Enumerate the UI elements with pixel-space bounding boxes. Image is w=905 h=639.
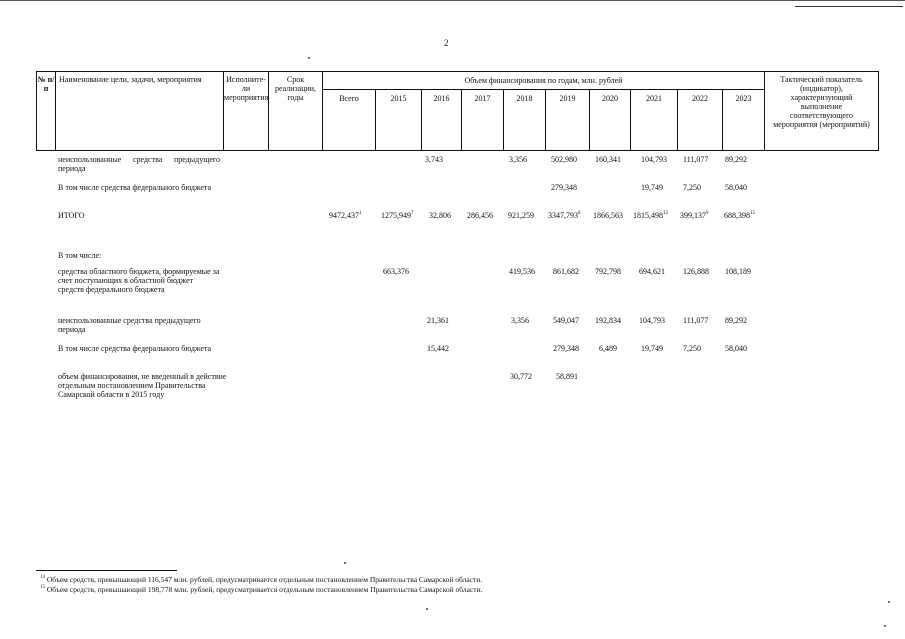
top-right-rule: [795, 6, 903, 7]
header-name: Наименование цели, задачи, мероприятия: [55, 71, 224, 151]
cell-value: 861,682: [553, 267, 579, 276]
header-year: 2016: [421, 89, 462, 151]
cell-value: 111,077: [683, 155, 709, 164]
cell-value: 663,376: [383, 267, 409, 276]
cell-value: 694,621: [639, 267, 665, 276]
header-year: 2022: [677, 89, 723, 151]
top-border-line: [0, 0, 905, 1]
cell-value: 1275,949$^7$: [381, 211, 414, 220]
cell-value: 279,348: [553, 344, 579, 353]
header-year: 2019: [545, 89, 590, 151]
scan-speck: [888, 601, 890, 603]
header-year: 2017: [461, 89, 504, 151]
cell-value: 286,456: [467, 211, 493, 220]
cell-value: 58,040: [725, 344, 747, 353]
row-label: В том числе средства федерального бюджета: [58, 344, 212, 353]
cell-value: 549,047: [553, 316, 579, 325]
table-header: [36, 71, 879, 151]
cell-value: 688,398$^{15}$: [724, 211, 755, 220]
row-label: средства областного бюджета, формируемые за счет поступающих в областной бюджет средств федерального бюджета: [58, 267, 220, 294]
cell-value: 15,442: [427, 344, 449, 353]
scan-speck: [344, 562, 346, 564]
cell-value: 279,348: [551, 183, 577, 192]
header-year: 2023: [722, 89, 765, 151]
header-year: 2018: [503, 89, 546, 151]
scan-speck: [426, 608, 428, 610]
scan-speck: [884, 625, 886, 627]
cell-value: 19,749: [641, 344, 663, 353]
cell-value: 89,292: [725, 155, 747, 164]
row-label-total: ИТОГО: [58, 211, 85, 220]
cell-value: 1815,498$^{12}$: [633, 211, 668, 220]
cell-value: 192,834: [595, 316, 621, 325]
cell-value: 104,793: [641, 155, 667, 164]
cell-value: 3,743: [425, 155, 443, 164]
row-label: неиспользованные средства предыдущего периода: [58, 155, 220, 173]
cell-value: 126,888: [683, 267, 709, 276]
footnote: $^{15}$ Объем средств, превышающий 198,778 млн. рублей, предусматривается отдельным постановлением Правительства Самарской области.: [40, 585, 483, 594]
cell-value: 111,077: [683, 316, 709, 325]
cell-value: 58,040: [725, 183, 747, 192]
scan-speck: [308, 57, 310, 59]
cell-value: 921,259: [508, 211, 534, 220]
cell-value: 3,356: [509, 155, 527, 164]
header-funding-title: Объем финансирования по годам, млн. рублей: [322, 71, 765, 90]
header-year: 2021: [630, 89, 678, 151]
cell-value: 19,749: [641, 183, 663, 192]
header-total: Всего: [322, 89, 376, 151]
cell-value: 32,806: [429, 211, 451, 220]
header-num: № п/п: [36, 71, 56, 151]
cell-value: 104,793: [639, 316, 665, 325]
cell-value: 160,341: [595, 155, 621, 164]
cell-value: 399,137$^9$: [680, 211, 709, 220]
cell-value: 108,189: [725, 267, 751, 276]
cell-value: 30,772: [510, 372, 532, 381]
cell-value: 58,891: [556, 372, 578, 381]
cell-value: 1866,563: [593, 211, 623, 220]
footnote: $^{14}$ Объем средств, превышающий 116,547 млн. рублей, предусматривается отдельным постановлением Правительства Самарской области.: [40, 575, 483, 584]
footnote-rule: [36, 570, 177, 571]
cell-value: 7,250: [683, 344, 701, 353]
cell-value: 419,536: [509, 267, 535, 276]
header-year: 2015: [375, 89, 422, 151]
row-label: В том числе:: [58, 251, 102, 260]
row-label: В том числе средства федерального бюджета: [58, 183, 212, 192]
cell-value: 3,356: [511, 316, 529, 325]
header-executors: Исполните-ли мероприятия: [223, 71, 269, 151]
header-indicator: Тактический показатель (индикатор), характеризующий выполнение соответствующего мероприятия (мероприятий): [764, 71, 879, 151]
row-label: неиспользованные средства предыдущего периода: [58, 316, 201, 334]
row-label: объем финансирования, не введенный в действие отдельным постановлением Правительства Самарской области в 2015 году: [58, 372, 227, 399]
cell-value: 21,361: [427, 316, 449, 325]
cell-value: 6,489: [599, 344, 617, 353]
page-number: 2: [444, 38, 449, 48]
header-period: Срок реализации, годы: [268, 71, 323, 151]
cell-value: 7,250: [683, 183, 701, 192]
cell-value-total: 9472,437$^1$: [329, 211, 362, 220]
cell-value: 502,980: [551, 155, 577, 164]
header-year: 2020: [589, 89, 631, 151]
cell-value: 3347,793$^8$: [548, 211, 581, 220]
cell-value: 792,798: [595, 267, 621, 276]
cell-value: 89,292: [725, 316, 747, 325]
